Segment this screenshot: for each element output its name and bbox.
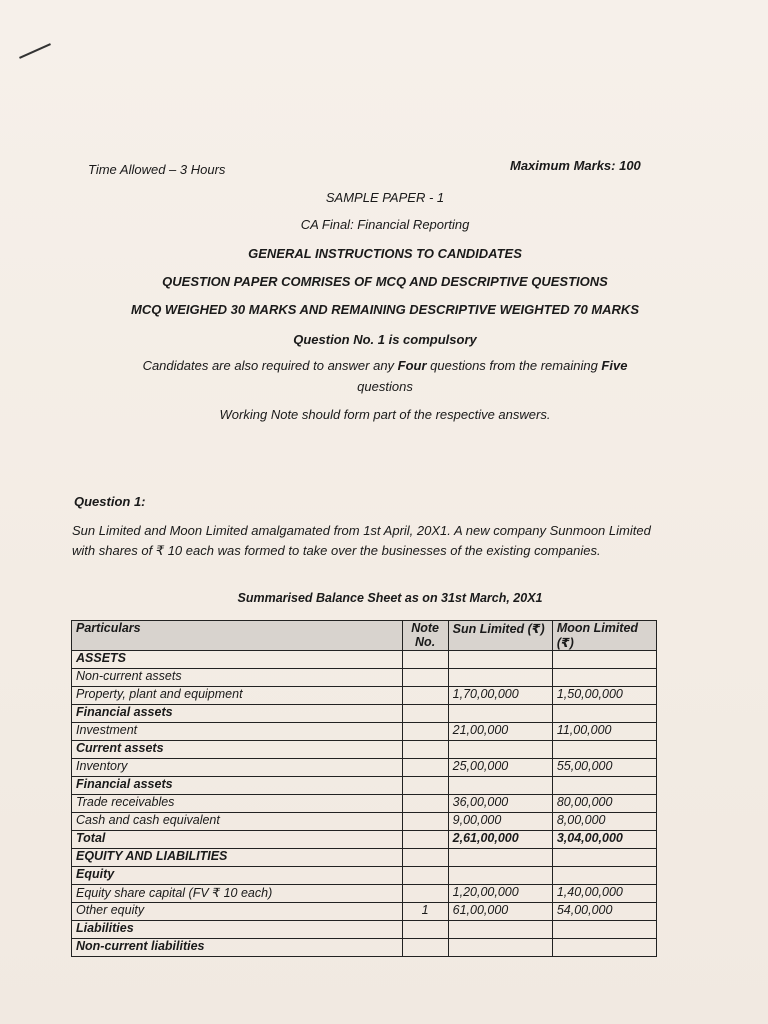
row-note — [402, 795, 448, 813]
header-sun-limited: Sun Limited (₹) — [448, 621, 552, 651]
row-sun-value — [448, 849, 552, 867]
row-moon-value — [552, 939, 656, 957]
table-row — [72, 939, 657, 957]
table-row — [72, 687, 657, 705]
row-moon-value — [552, 849, 656, 867]
row-moon-value: 1,50,00,000 — [552, 687, 656, 705]
table-row — [72, 903, 657, 921]
title-line: CA Final: Financial Reporting — [300, 217, 470, 232]
row-label: Non-current assets — [72, 669, 403, 687]
row-moon-value: 80,00,000 — [552, 795, 656, 813]
balance-sheet-table — [71, 620, 657, 957]
table-row — [72, 795, 657, 813]
pen-mark — [19, 43, 51, 59]
row-moon-value — [552, 777, 656, 795]
table-row — [72, 705, 657, 723]
working-note: Working Note should form part of the respective answers. — [219, 407, 551, 422]
title-line: MCQ WEIGHED 30 MARKS AND REMAINING DESCRIPTIVE WEIGHTED 70 MARKS — [130, 302, 639, 317]
time-allowed: Time Allowed – 3 Hours — [88, 162, 226, 177]
title-line: QUESTION PAPER COMRISES OF MCQ AND DESCRIPTIVE QUESTIONS — [162, 274, 608, 289]
row-moon-value — [552, 669, 656, 687]
row-note — [402, 741, 448, 759]
row-label: Trade receivables — [72, 795, 403, 813]
row-note — [402, 651, 448, 669]
row-sun-value: 25,00,000 — [448, 759, 552, 777]
table-row — [72, 651, 657, 669]
row-label: EQUITY AND LIABILITIES — [72, 849, 403, 867]
row-note — [402, 705, 448, 723]
row-sun-value: 36,00,000 — [448, 795, 552, 813]
row-sun-value — [448, 705, 552, 723]
table-row — [72, 741, 657, 759]
row-label: Financial assets — [72, 777, 403, 795]
row-sun-value — [448, 777, 552, 795]
row-sun-value — [448, 651, 552, 669]
row-moon-value — [552, 651, 656, 669]
row-note — [402, 867, 448, 885]
row-note — [402, 849, 448, 867]
row-note — [402, 669, 448, 687]
row-label: Equity share capital (FV ₹ 10 each) — [72, 885, 403, 903]
table-row — [72, 669, 657, 687]
row-note — [402, 885, 448, 903]
header-moon-limited: Moon Limited (₹) — [552, 621, 656, 651]
table-title: Summarised Balance Sheet as on 31st March, 20X1 — [237, 591, 543, 605]
row-moon-value — [552, 705, 656, 723]
row-label: Inventory — [72, 759, 403, 777]
row-sun-value — [448, 669, 552, 687]
instruction-line: Candidates are also required to answer any Four questions from the remaining Five — [142, 358, 628, 373]
row-label: Property, plant and equipment — [72, 687, 403, 705]
table-row — [72, 921, 657, 939]
row-sun-value: 61,00,000 — [448, 903, 552, 921]
title-line: GENERAL INSTRUCTIONS TO CANDIDATES — [248, 246, 522, 261]
question-label: Question 1: — [74, 494, 146, 509]
row-note — [402, 759, 448, 777]
row-moon-value: 8,00,000 — [552, 813, 656, 831]
row-moon-value — [552, 741, 656, 759]
row-note: 1 — [402, 903, 448, 921]
row-sun-value: 21,00,000 — [448, 723, 552, 741]
row-sun-value: 1,70,00,000 — [448, 687, 552, 705]
table-row — [72, 777, 657, 795]
title-line: Question No. 1 is compulsory — [293, 332, 477, 347]
row-label: Other equity — [72, 903, 403, 921]
row-moon-value: 1,40,00,000 — [552, 885, 656, 903]
row-moon-value — [552, 867, 656, 885]
row-sun-value: 1,20,00,000 — [448, 885, 552, 903]
instruction-line: questions — [357, 379, 413, 394]
row-label: Total — [72, 831, 403, 849]
row-note — [402, 921, 448, 939]
table-row — [72, 831, 657, 849]
maximum-marks: Maximum Marks: 100 — [510, 158, 641, 173]
row-label: Financial assets — [72, 705, 403, 723]
row-note — [402, 831, 448, 849]
row-moon-value: 11,00,000 — [552, 723, 656, 741]
row-note — [402, 723, 448, 741]
table-body — [72, 651, 657, 957]
row-sun-value — [448, 741, 552, 759]
row-moon-value: 3,04,00,000 — [552, 831, 656, 849]
row-note — [402, 939, 448, 957]
table-row — [72, 759, 657, 777]
row-label: ASSETS — [72, 651, 403, 669]
row-moon-value: 54,00,000 — [552, 903, 656, 921]
table-row — [72, 813, 657, 831]
table-header-row — [72, 621, 657, 651]
row-note — [402, 687, 448, 705]
row-label: Cash and cash equivalent — [72, 813, 403, 831]
row-note — [402, 777, 448, 795]
row-sun-value: 2,61,00,000 — [448, 831, 552, 849]
question-body: Sun Limited and Moon Limited amalgamated from 1st April, 20X1. A new company Sunmoon Limited with shares of ₹ 10 each was formed to take over the businesses of the existing companies. — [72, 523, 651, 558]
row-label: Non-current liabilities — [72, 939, 403, 957]
title-line: SAMPLE PAPER - 1 — [325, 190, 445, 205]
row-label: Equity — [72, 867, 403, 885]
row-label: Liabilities — [72, 921, 403, 939]
table-row — [72, 849, 657, 867]
table-row — [72, 723, 657, 741]
table-row — [72, 867, 657, 885]
table-row — [72, 885, 657, 903]
header-particulars: Particulars — [72, 621, 403, 651]
row-sun-value — [448, 939, 552, 957]
row-moon-value: 55,00,000 — [552, 759, 656, 777]
row-sun-value — [448, 921, 552, 939]
row-moon-value — [552, 921, 656, 939]
row-label: Investment — [72, 723, 403, 741]
row-label: Current assets — [72, 741, 403, 759]
row-note — [402, 813, 448, 831]
header-note-no: Note No. — [402, 621, 448, 651]
row-sun-value: 9,00,000 — [448, 813, 552, 831]
row-sun-value — [448, 867, 552, 885]
